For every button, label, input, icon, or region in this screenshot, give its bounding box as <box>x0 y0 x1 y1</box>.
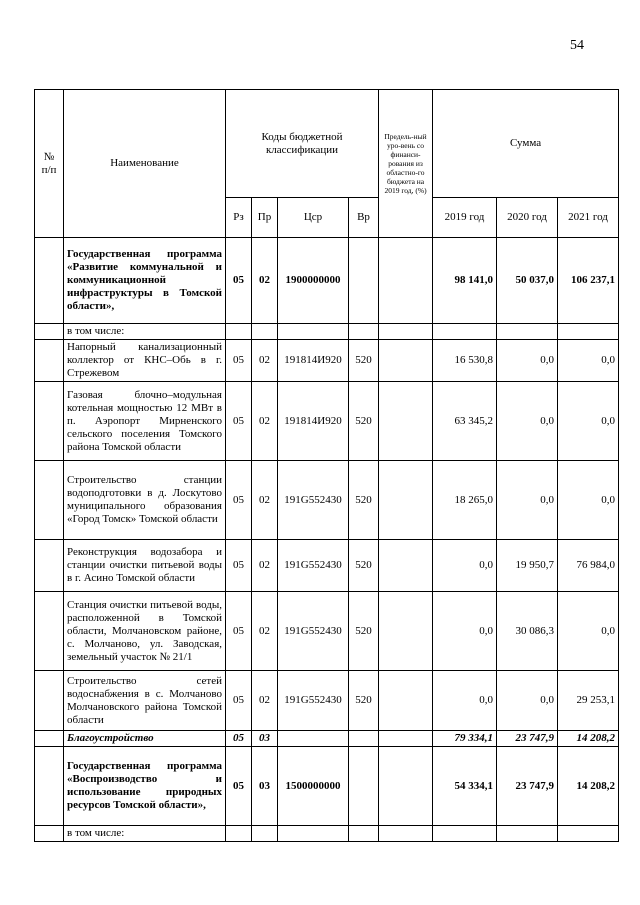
row-name: Напорный канализационный коллектор от КНС–Обь в г. Стрежевом <box>64 340 226 382</box>
header-num: № п/п <box>35 90 64 238</box>
header-limit: Предель-ный уро-вень со финанси-рования из областно-го бюджета на 2019 год, (%) <box>379 90 433 238</box>
row-limit <box>379 461 433 540</box>
row-2019: 16 530,8 <box>433 340 497 382</box>
row-limit <box>379 671 433 731</box>
row-vr <box>349 238 379 324</box>
row-2021: 0,0 <box>558 382 619 461</box>
row-2020: 0,0 <box>497 340 558 382</box>
table-row <box>35 671 619 731</box>
row-2020 <box>497 324 558 340</box>
row-pr <box>252 324 278 340</box>
row-vr: 520 <box>349 382 379 461</box>
row-csr: 191G552430 <box>278 671 349 731</box>
row-vr <box>349 324 379 340</box>
header-name: Наименование <box>64 90 226 238</box>
row-csr <box>278 324 349 340</box>
row-2020: 0,0 <box>497 382 558 461</box>
header-pr: Пр <box>252 198 278 238</box>
row-2020: 23 747,9 <box>497 731 558 747</box>
row-limit <box>379 826 433 842</box>
row-rz: 05 <box>226 747 252 826</box>
row-rz <box>226 324 252 340</box>
row-name: Станция очистки питьевой воды, расположенной в Томской области, Молчановском районе, с. Молчаново, ул. Заводская, земельный участок № 21/1 <box>64 592 226 671</box>
row-2019: 0,0 <box>433 671 497 731</box>
row-name: в том числе: <box>64 324 226 340</box>
row-2021: 0,0 <box>558 340 619 382</box>
table-row <box>35 592 619 671</box>
row-limit <box>379 340 433 382</box>
row-2019: 63 345,2 <box>433 382 497 461</box>
row-rz: 05 <box>226 731 252 747</box>
row-pr: 03 <box>252 747 278 826</box>
header-sum: Сумма <box>433 90 619 198</box>
row-limit <box>379 540 433 592</box>
row-2021: 0,0 <box>558 461 619 540</box>
row-num <box>35 540 64 592</box>
header-2020: 2020 год <box>497 198 558 238</box>
header-csr: Цср <box>278 198 349 238</box>
row-limit <box>379 747 433 826</box>
row-2019: 0,0 <box>433 592 497 671</box>
row-pr: 02 <box>252 592 278 671</box>
row-num <box>35 826 64 842</box>
row-num <box>35 731 64 747</box>
header-vr: Вр <box>349 198 379 238</box>
row-pr: 02 <box>252 671 278 731</box>
table-row <box>35 382 619 461</box>
table-row <box>35 340 619 382</box>
row-rz: 05 <box>226 461 252 540</box>
row-pr: 02 <box>252 238 278 324</box>
row-limit <box>379 731 433 747</box>
header-rz: Рз <box>226 198 252 238</box>
row-pr <box>252 826 278 842</box>
row-rz <box>226 826 252 842</box>
row-limit <box>379 592 433 671</box>
header-2021: 2021 год <box>558 198 619 238</box>
row-csr: 191G552430 <box>278 461 349 540</box>
row-vr: 520 <box>349 461 379 540</box>
row-2020: 23 747,9 <box>497 747 558 826</box>
row-limit <box>379 238 433 324</box>
row-2020: 0,0 <box>497 671 558 731</box>
budget-table <box>34 89 619 842</box>
row-num <box>35 747 64 826</box>
row-2019: 54 334,1 <box>433 747 497 826</box>
header-2019: 2019 год <box>433 198 497 238</box>
row-csr: 1500000000 <box>278 747 349 826</box>
row-num <box>35 382 64 461</box>
row-num <box>35 324 64 340</box>
row-vr: 520 <box>349 540 379 592</box>
row-csr <box>278 826 349 842</box>
row-pr: 02 <box>252 540 278 592</box>
table-row <box>35 731 619 747</box>
row-name: Государственная программа «Развитие коммунальной и коммуникационной инфраструктуры в Томской области», <box>64 238 226 324</box>
row-vr <box>349 747 379 826</box>
row-2021: 14 208,2 <box>558 731 619 747</box>
row-vr: 520 <box>349 340 379 382</box>
table-row <box>35 324 619 340</box>
row-vr: 520 <box>349 592 379 671</box>
row-csr: 1900000000 <box>278 238 349 324</box>
row-name: в том числе: <box>64 826 226 842</box>
row-num <box>35 238 64 324</box>
row-csr <box>278 731 349 747</box>
row-csr: 191G552430 <box>278 592 349 671</box>
row-2020: 50 037,0 <box>497 238 558 324</box>
row-limit <box>379 324 433 340</box>
row-csr: 191814И920 <box>278 382 349 461</box>
table-row <box>35 461 619 540</box>
row-name: Благоустройство <box>64 731 226 747</box>
table-row <box>35 238 619 324</box>
row-num <box>35 592 64 671</box>
row-2021 <box>558 324 619 340</box>
row-name: Реконструкция водозабора и станции очистки питьевой воды в г. Асино Томской области <box>64 540 226 592</box>
row-vr <box>349 826 379 842</box>
row-2020: 0,0 <box>497 461 558 540</box>
row-csr: 191G552430 <box>278 540 349 592</box>
row-rz: 05 <box>226 340 252 382</box>
row-limit <box>379 382 433 461</box>
table-row <box>35 747 619 826</box>
page-number: 54 <box>570 38 584 53</box>
table-row <box>35 540 619 592</box>
row-num <box>35 461 64 540</box>
row-2020 <box>497 826 558 842</box>
row-2021: 106 237,1 <box>558 238 619 324</box>
row-rz: 05 <box>226 671 252 731</box>
row-name: Газовая блочно–модульная котельная мощностью 12 МВт в п. Аэропорт Мирненского сельского поселения Томского района Томской области <box>64 382 226 461</box>
row-2021 <box>558 826 619 842</box>
row-pr: 02 <box>252 382 278 461</box>
row-2019: 0,0 <box>433 540 497 592</box>
row-pr: 02 <box>252 340 278 382</box>
row-2021: 29 253,1 <box>558 671 619 731</box>
row-2021: 76 984,0 <box>558 540 619 592</box>
row-csr: 191814И920 <box>278 340 349 382</box>
row-2021: 0,0 <box>558 592 619 671</box>
row-2019 <box>433 826 497 842</box>
row-pr: 02 <box>252 461 278 540</box>
row-2019: 18 265,0 <box>433 461 497 540</box>
row-2020: 19 950,7 <box>497 540 558 592</box>
row-vr <box>349 731 379 747</box>
row-name: Строительство станции водоподготовки в д. Лоскутово муниципального образования «Город Томск» Томской области <box>64 461 226 540</box>
row-vr: 520 <box>349 671 379 731</box>
row-name: Строительство сетей водоснабжения в с. Молчаново Молчановского района Томской области <box>64 671 226 731</box>
row-rz: 05 <box>226 540 252 592</box>
header-codes: Коды бюджетной классификации <box>226 90 379 198</box>
row-pr: 03 <box>252 731 278 747</box>
row-2019: 79 334,1 <box>433 731 497 747</box>
row-2021: 14 208,2 <box>558 747 619 826</box>
row-rz: 05 <box>226 382 252 461</box>
row-2019: 98 141,0 <box>433 238 497 324</box>
row-name: Государственная программа «Воспроизводство и использование природных ресурсов Томской области», <box>64 747 226 826</box>
row-rz: 05 <box>226 238 252 324</box>
row-2020: 30 086,3 <box>497 592 558 671</box>
row-rz: 05 <box>226 592 252 671</box>
row-num <box>35 671 64 731</box>
table-row <box>35 826 619 842</box>
row-num <box>35 340 64 382</box>
row-2019 <box>433 324 497 340</box>
